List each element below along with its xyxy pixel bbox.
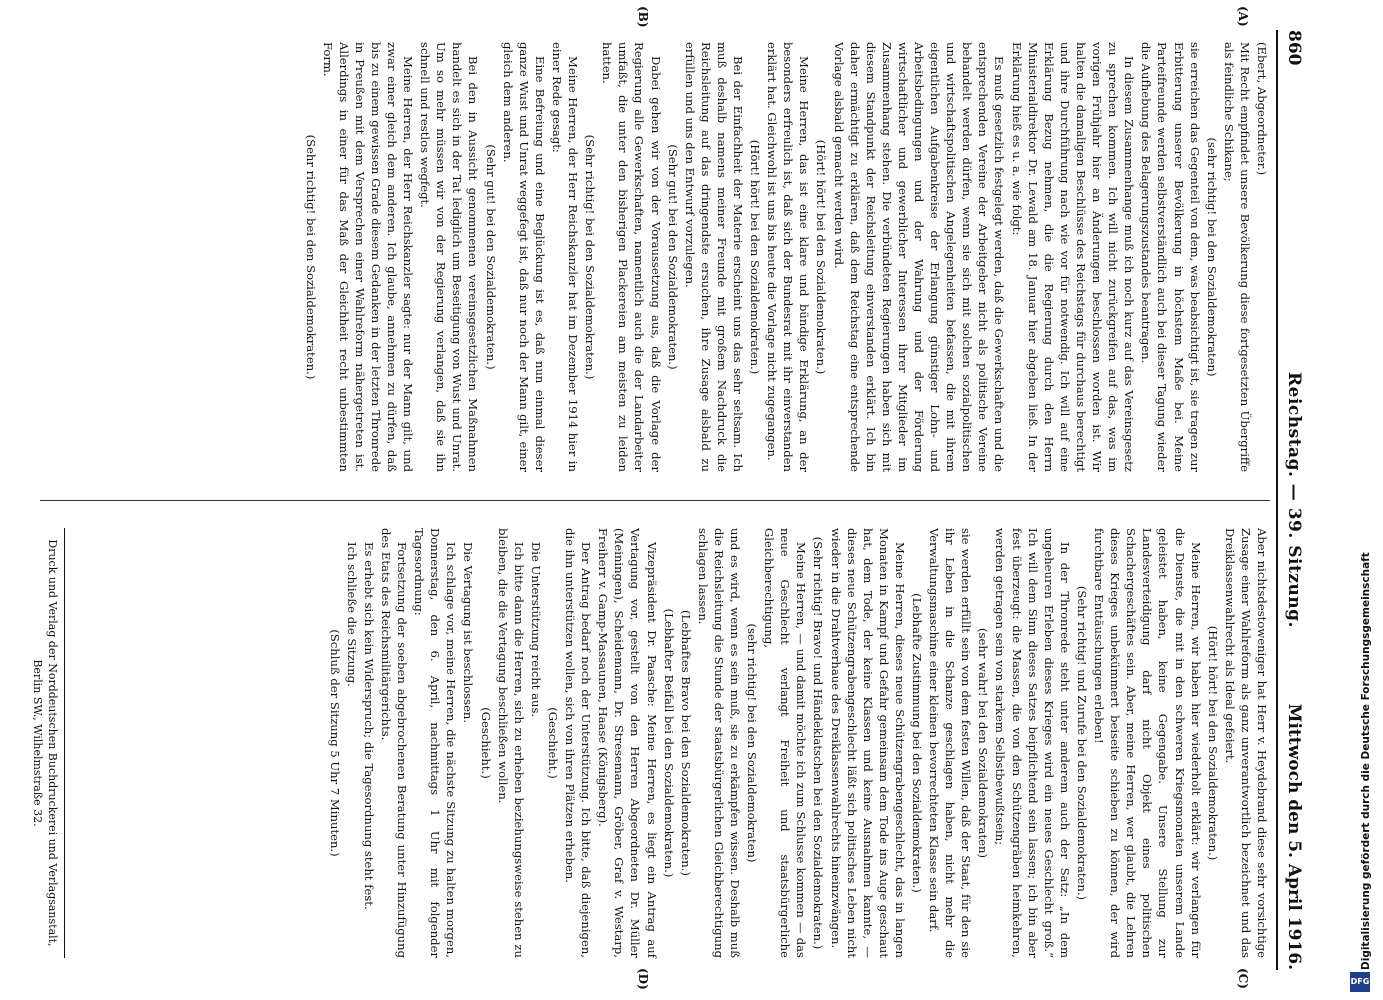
paragraph: Die Vertagung ist beschlossen. <box>461 542 476 724</box>
interjection: (Hört! hört! bei den Sozialdemokraten.) <box>748 139 763 375</box>
header-rule <box>1276 30 1278 970</box>
paragraph: Bei der Einfachheit der Materie erscheint uns das sehr seltsam. Ich muß deshalb namens meiner Freunde mit großem Nachdruck die Reichsleitung auf das dringendste ersuchen, ihre Zusage alsbald zu erfüllen und uns den Entwurf vorzulegen. <box>682 42 745 472</box>
left-text-column <box>301 42 1270 472</box>
paragraph: Vizepräsident Dr. Paasche: Meine Herren, es liegt ein Antrag auf Vertagung vor, gestellt von den Herren Abgeordneten Dr. Müller (Meiningen), Scheidemann, Dr. Stresemann, Gröber, Graf v. Westarp, Freiherr v. Gamp-Massaunen, Haase (Königsberg). <box>596 528 659 958</box>
paragraph: Es muß gesetzlich festgelegt werden, daß die Gewerkschaften und die entsprechenden Vereine der Arbeitgeber nicht als politische Vereine behandelt werden dürfen, wenn sie sich mit solchen sozialpolitischen und wirtschaftspolitischen Angelegenheiten befassen, die mit ihrem eigentlichen Aufgabenkreise der Erlangung günstiger Lohn- und Arbeitsbedingungen und der Wahrung und der Förderung wirtschaftlicher und gewerblicher Interessen ihrer Mitglieder im Zusammenhang stehen. Die verbündeten Regierungen haben sich mit diesem Standpunkt der Reichsleitung einverstanden erklärt. Ich bin daher ermächtigt zu erklären, daß dem Reichstag eine entsprechende Vorlage alsbald gemacht werden wird. <box>831 42 1007 472</box>
paragraph: Ich bitte dann die Herren, sich zu erheben beziehungsweise stehen zu bleiben, die die Vertagung beschließen wollen. <box>495 528 526 958</box>
paragraph: und es wird, wenn es sein muß, sie zu erkämpfen wissen. Deshalb muß die Reichsleitung die Stunde der staatsbürgerlichen Gleichberechtigung schlagen lassen. <box>695 528 742 958</box>
interjection: (Sehr richtig! Bravo! und Händeklatschen bei den Sozialdemokraten.) <box>811 536 826 950</box>
margin-mark-c: (C) <box>1236 968 1250 989</box>
imprint <box>30 528 60 958</box>
paragraph: In diesem Zusammenhange muß ich noch kurz auf das Vereinsgesetz zu sprechen kommen. Ich will nicht zurückgreifen auf das, was im vorigen Frühjahr hier an Änderungen beschlossen worden ist. Wir halten die damaligen Beschlüsse des Reichstags für durchaus berechtigt und ihre Durchführung nach wie vor für notwendig. Ich will auf eine Erklärung Bezug nehmen, die die Regierung durch den Herrn Ministerialdirektor Dr. Lewald am 18. Januar hier abgeben ließ. In der Erklärung hieß es u. a. wie folgt: <box>1009 42 1137 472</box>
interjection: (sehr richtig! bei den Sozialdemokraten) <box>1204 137 1219 377</box>
paragraph: Aber nichtsdestoweniger hat Herr v. Heydebrand diese sehr vorsichtige Zusage einer Wahlreform als ganz unverantwortlich bezeichnet und das Dreiklassenwahlrecht als Ideal gefeiert. <box>1222 528 1269 958</box>
interjection: (Geschieht.) <box>478 707 493 779</box>
paragraph: Eine Befreiung und eine Beglückung ist es, daß nun einmal dieser ganze Wust und Unrat weggefegt ist, daß nur noch der Mann gilt, einer gleich dem anderen. <box>500 42 547 472</box>
interjection: (Hört! hört! bei den Sozialdemokraten.) <box>814 139 829 375</box>
imprint-line-1: Druck und Verlag der Norddeutschen Buchdruckerei und Verlagsanstalt, <box>46 539 59 947</box>
page-title: Reichstag. — 39. Sitzung. <box>1284 372 1304 628</box>
paragraph: Die Unterstützung reicht aus. <box>528 542 543 718</box>
interjection: (Lebhaftes Bravo bei den Sozialdemokraten.) <box>678 610 693 876</box>
margin-mark-d: (D) <box>636 968 650 990</box>
paragraph: Meine Herren, der Herr Reichskanzler hat im Dezember 1914 hier in einer Rede gesagt: <box>549 42 581 472</box>
paragraph: Bei den in Aussicht genommenen vereinsgesetzlichen Maßnahmen handelt es sich in der Tat lediglich um Beseitigung von Wust und Unrat. Um so mehr müssen wir von der Regierung verlangen, daß sie ihn schnell und restlos wegfegt. <box>418 42 481 472</box>
paragraph: Meine Herren, wir haben hier wiederholt erklärt: wir verlangen für die Dienste, die mit in den schweren Kriegsmonaten unserem Lande geleistet haben, keine Gegengabe. Unsere Stellung zur Landesverteidigung darf nicht Objekt eines politischen Schachergeschäftes sein. Aber, meine Herren, wer glaubt, die Lehren dieses Krieges unbekümmert beiseite schieben zu können, der wird furchtbare Enttäuschungen erleben! <box>1092 528 1203 958</box>
interjection: (Sehr richtig! und Zurufe bei den Sozialdemokraten.) <box>1074 585 1089 901</box>
page-header <box>1278 30 1304 970</box>
interjection: (Sehr gut! bei den Sozialdemokraten.) <box>665 144 680 370</box>
interjection: (Sehr richtig! bei den Sozialdemokraten.) <box>583 134 598 380</box>
column-divider <box>40 500 1270 501</box>
paragraph: Meine Herren, dieses neue Schützengrabengeschlecht, das in langen Monaten in Kampf und Gefahr gemeinsam dem Tode ins Auge geschaut hat, dem Tode, der keine Klassen und keine Ausnahmen kannte, — dieses neue Schützengrabengeschlecht läßt sich politisches Leben nicht wieder in die Drahtverhaue des Dreiklassenwahlrechts hineinzwängen. <box>828 528 907 958</box>
paragraph: Meine Herren, der Herr Reichskanzler sagte: nur der Mann gilt, und zwar einer gleich dem anderen. Ich glaube, annehmen zu dürfen, daß bis zu einem gewissen Grade diesem Gedanken in der letzten Thronrede in Preußen mit dem Versprechen einer Wahlreform nähergetreten ist. Allerdings in einer für das Maß der Gleichheit recht unbestimmten Form. <box>320 42 416 472</box>
paragraph: Ich schlage vor, meine Herren, die nächste Sitzung zu halten morgen, Donnerstag, den 6. April, nachmittags 1 Uhr mit folgender Tagesordnung: <box>412 528 459 958</box>
interjection: (Lebhafter Beifall bei den Sozialdemokraten.) <box>661 608 676 878</box>
right-text-column <box>326 528 1270 958</box>
page-number: 860 <box>1284 30 1304 66</box>
interjection: (Sehr gut! bei den Sozialdemokraten.) <box>483 144 498 370</box>
paragraph: Meine Herren, — und damit möchte ich zum Schlusse kommen — das neue Geschlecht verlangt Freiheit und staatsbürgerliche Gleichberechtigung, <box>762 528 809 958</box>
interjection: (Geschieht.) <box>545 707 560 779</box>
interjection: (Sehr richtig! bei den Sozialdemokraten.) <box>303 134 318 380</box>
paragraph: Mit Recht empfindet unsere Bevölkerung diese fortgesetzten Übergriffe als feindliche Schikane; <box>1221 42 1252 472</box>
interjection: (Schluß der Sitzung 5 Uhr 7 Minuten.) <box>327 629 342 857</box>
paragraph: sie erreichen das Gegenteil von dem, was beabsichtigt ist, sie tragen zur Erbitterung unserer Bevölkerung in höchstem Maße bei. Meine Parteifreunde werden selbstverständlich auch bei dieser Tagung wieder die Aufhebung des Belagerungszustandes beantragen. <box>1139 42 1202 472</box>
interjection: (Hört! hört! bei den Sozialdemokraten.) <box>1205 625 1220 861</box>
paragraph: (Ebert, Abgeordneter.) <box>1255 42 1269 176</box>
paragraph: Der Antrag bedarf noch der Unterstützung. Ich bitte, daß diejenigen, die ihn unterstützen wollen, sich von ihren Plätzen erheben. <box>563 528 594 958</box>
footer-rule <box>64 528 65 958</box>
margin-mark-a: (A) <box>1236 6 1250 27</box>
credit-text: Digitalisierung gefördert durch die Deutsche Forschungsgemeinschaft <box>1360 552 1372 970</box>
margin-mark-b: (B) <box>636 6 650 28</box>
imprint-line-2: Berlin SW., Wilhelmstraße 32. <box>31 659 44 827</box>
paragraph: Meine Herren, das ist eine klare und bündige Erklärung, an der besonders erfreulich ist, daß sich der Bundesrat mit ihr einverstanden erklärt hat. Gleichwohl ist uns bis heute die Vorlage nicht zugegangen. <box>765 42 812 472</box>
digitization-credit <box>1346 0 1374 1000</box>
session-date: Mittwoch den 5. April 1916. <box>1284 703 1304 970</box>
paragraph: Dabei gehen wir von der Voraussetzung aus, daß die Vorlage der Regierung alle Gewerkschaften, namentlich auch die der Landarbeiter umfaßt, die unter den bisherigen Plackereien am meisten zu leiden hatten. <box>600 42 663 472</box>
paragraph: In der Thronrede steht unter anderem auch der Satz: „In dem ungeheuren Erleben dieses Krieges wird ein neues Geschlecht groß.“ Ich will dem Sinn dieses Satzes beipflichtend sein lassen; ich bin aber fest überzeugt: die Massen, die von den Schützengräben heimkehren, werden getragen sein von starkem Selbstbewußtsein; <box>993 528 1072 958</box>
paragraph: Ich schließe die Sitzung. <box>344 542 359 687</box>
interjection: (sehr richtig! bei den Sozialdemokraten) <box>745 623 760 863</box>
interjection: (sehr wahr! bei den Sozialdemokraten) <box>976 628 991 858</box>
interjection: (Lebhafte Zustimmung bei den Sozialdemokraten.) <box>910 593 925 893</box>
paragraph: Fortsetzung der soeben abgebrochenen Beratung unter Hinzufügung des Etats des Reichsmilitärgerichts. <box>379 528 410 958</box>
paragraph: Es erhebt sich kein Widerspruch; die Tagesordnung steht fest. <box>361 542 376 910</box>
paragraph: sie werden erfüllt sein von dem festen Willen, daß der Staat, für den sie ihr Leben in die Schanze geschlagen haben, nicht mehr die Verwaltungsmaschine einer kleinen bevorrechteten Klasse sein darf. <box>927 528 974 958</box>
dfg-logo: DFG <box>1350 972 1370 992</box>
